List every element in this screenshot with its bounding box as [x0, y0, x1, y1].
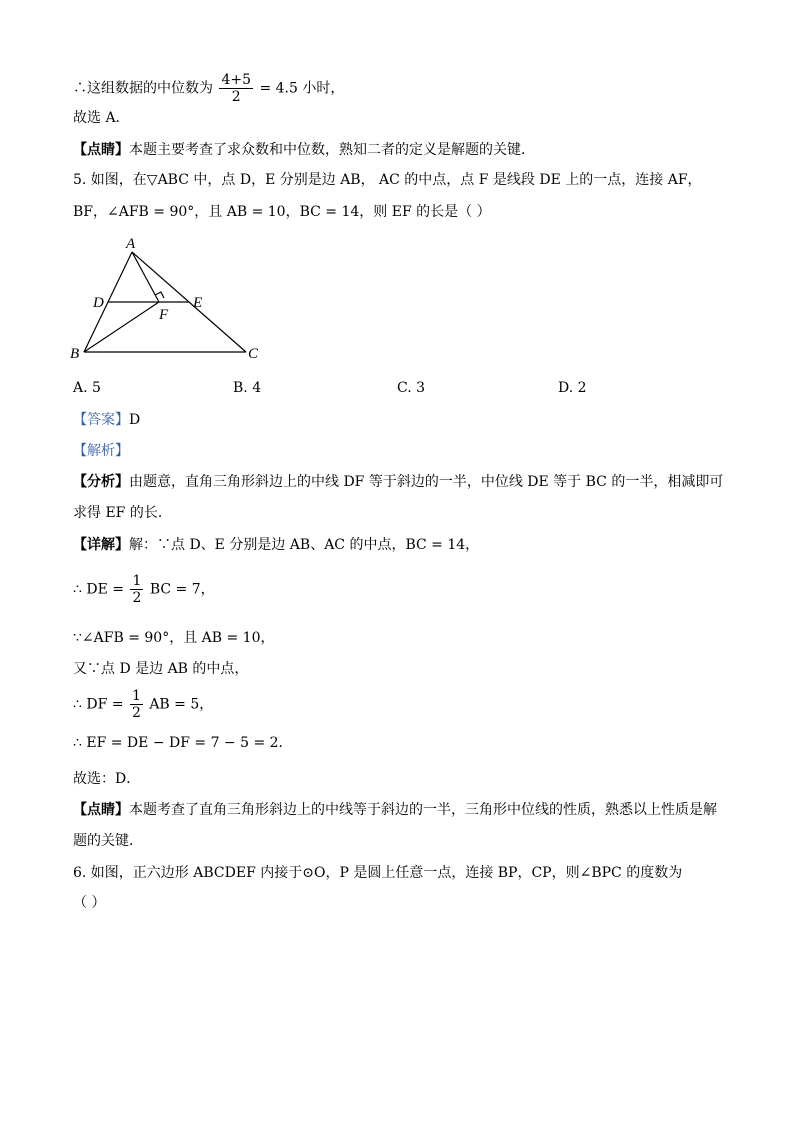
detail-line6: ∴ EF = DE − DF = 7 − 5 = 2． [73, 735, 293, 751]
median-numerator: 4+5 [221, 72, 251, 88]
label-f: F [159, 307, 169, 323]
prev-tip-tag: 【点睛】 [73, 142, 129, 158]
option-d: D. 2 [558, 380, 587, 396]
de-denominator: 2 [132, 590, 142, 606]
df-prefix: ∴ DF = [73, 696, 124, 713]
analysis-tag: 【解析】 [73, 443, 129, 459]
prev-tip [73, 140, 535, 160]
q6-line2: （ ） [73, 895, 106, 911]
prev-choose: 故选 A． [73, 110, 130, 126]
detail-tag: 【详解】 [73, 537, 129, 553]
label-c: C [248, 346, 259, 362]
fenxi-tag: 【分析】 [73, 474, 129, 490]
median-line [73, 72, 344, 105]
fenxi-text1: 由题意，直角三角形斜边上的中线 DF 等于斜边的一半，中位线 DE 等于 BC 的一半，相减即可 [129, 474, 724, 490]
fenxi-line1 [73, 472, 723, 492]
label-b: B [70, 346, 80, 362]
fenxi-line2: 求得 EF 的长． [73, 505, 172, 521]
q5-tip-tag: 【点睛】 [73, 802, 129, 818]
detail-line1 [73, 535, 479, 555]
q5-line2: BF，∠AFB = 90°，且 AB = 10，BC = 14，则 EF 的长是（ ） [73, 204, 491, 220]
prev-tip-text: 本题主要考查了求众数和中位数，熟知二者的定义是解题的关键． [129, 142, 535, 158]
df-numerator: 1 [131, 688, 141, 704]
q5-tip-line2: 题的关键． [73, 833, 143, 849]
detail-line3: ∵∠AFB = 90°，且 AB = 10， [73, 630, 275, 646]
median-fraction [219, 72, 253, 105]
q5-choose: 故选：D． [73, 771, 141, 787]
option-a: A. 5 [73, 380, 101, 396]
de-suffix: BC = 7， [149, 581, 215, 598]
de-line [73, 573, 215, 606]
df-denominator: 2 [131, 705, 141, 721]
q6-line1: 6. 如图，正六边形 ABCDEF 内接于⊙O，P 是圆上任意一点，连接 BP，CP，则∠BPC 的度数为 [73, 865, 683, 881]
q5-line1: 5. 如图，在▽ABC 中，点 D，E 分别是边 AB， AC 的中点，点 F 是线段 DE 上的一点，连接 AF， [73, 172, 702, 188]
label-e: E [193, 295, 203, 311]
df-suffix: AB = 5， [149, 696, 214, 713]
label-d: D [93, 295, 104, 311]
q5-tip-text1: 本题考查了直角三角形斜边上的中线等于斜边的一半，三角形中位线的性质，熟悉以上性质是解 [129, 802, 717, 818]
median-denominator: 2 [231, 89, 241, 105]
df-line [73, 688, 213, 721]
detail-line4: 又∵点 D 是边 AB 的中点， [73, 661, 249, 677]
detail-text1: 解：∵点 D、E 分别是边 AB、AC 的中点，BC = 14， [129, 537, 480, 553]
option-c: C. 3 [397, 380, 426, 396]
option-b: B. 4 [233, 380, 262, 396]
triangle-figure [66, 232, 276, 364]
de-numerator: 1 [132, 573, 142, 589]
de-prefix: ∴ DE = [73, 581, 124, 598]
answer-tag: 【答案】 [73, 412, 129, 428]
q5-tip-line1 [73, 800, 717, 820]
df-fraction [130, 688, 143, 721]
median-suffix: = 4.5 小时， [259, 80, 345, 97]
answer-line [73, 410, 140, 430]
de-fraction [130, 573, 143, 606]
label-a: A [126, 236, 136, 252]
median-prefix: ∴这组数据的中位数为 [73, 80, 213, 97]
answer-value: D [129, 412, 141, 428]
